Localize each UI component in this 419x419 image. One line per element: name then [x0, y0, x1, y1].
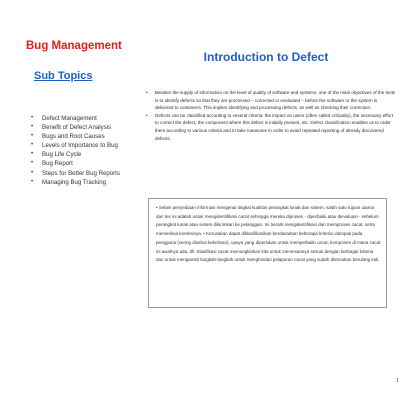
sub-topics-heading[interactable]: Sub Topics [34, 70, 93, 82]
page-number: 1 [396, 378, 399, 384]
sub-topic-item: • Managing Bug Tracking [31, 178, 120, 187]
slide-title: Introduction to Defect [203, 50, 329, 64]
translation-box [148, 198, 387, 308]
translation-text: • Selain penyediaan informasi mengenai tingkat kualitas perangkat lunak dan sistem, salah satu tujuan utama dari tes ini adalah untuk mengidentifikasi cacat sehingga mereka diproses - diperbaiki atau dievaluasi - sebelum perangkat lunak atau sistem dikirimkan ke pelanggan. Ini berarti mengidentifikasi dan memproses cacat, serta memeriksa koreksinya. • Kerusakan dapat diklasifikasikan berdasarkan beberapa kriteria: dampak pada pengguna (sering disebut kekritisan), upaya yang diperlukan untuk memperbaiki cacat, komponen di mana cacat ini awalnya ada, dll. Klasifikasi cacat memungkinkan kita untuk memesannya sesuai dengan berbagai kriteria dan untuk mengambil langkah-langkah untuk menghindari pelaporan cacat yang sudah ditemukan berulang kali. [156, 205, 381, 263]
sub-topic-item: • Bug Report [31, 159, 120, 168]
bullet-paragraph: • Besides the supply of information on the level of quality of software and systems, one of the main objectives of the tests is to identify defects so that they are processed – corrected or evaluated – before the software or the system is delivered to customers. This implies identifying and processing defects, as well as checking their correction. [146, 89, 396, 112]
sub-topic-item: • Bug Life Cycle [31, 150, 120, 159]
sub-topic-item: • Benefit of Defect Analysis [31, 123, 120, 132]
slide-bullets [146, 89, 396, 142]
sub-topic-item: • Bugs and Root Causes [31, 132, 120, 141]
sub-topic-item: • Defect Management [31, 114, 120, 123]
sub-topic-item: • Levels of Importance to Bug [31, 141, 120, 150]
sub-topic-item: • Steps for Better Bug Reports [31, 169, 120, 178]
sub-topics-list [31, 114, 120, 187]
brand-title: Bug Management [26, 40, 122, 52]
bullet-paragraph: • Defects can be classified according to several criteria: the impact on users (often called criticality), the necessary effort to correct the defect, the component where this defect is initially present, etc. Defect classification enables us to order them according to various criteria and to take measures in order to avoid repeated reporting of already discovered defects. [146, 112, 396, 142]
